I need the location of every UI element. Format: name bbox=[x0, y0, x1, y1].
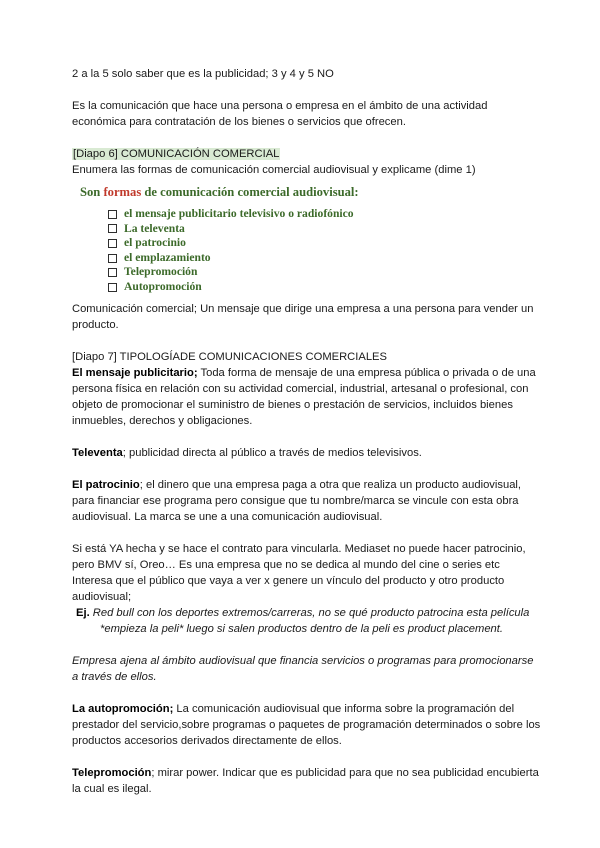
diapo6-heading bbox=[72, 146, 542, 162]
intro-note: 2 a la 5 solo saber que es la publicidad; 3 y 4 y 5 NO bbox=[72, 68, 334, 80]
list-item: el patrocinio bbox=[108, 236, 542, 251]
slide-title: Son formas de comunicación comercial audiovisual: bbox=[80, 185, 359, 199]
slide-excerpt bbox=[80, 183, 542, 295]
autopromocion-term: La autopromoción; bbox=[72, 702, 174, 715]
checkbox-icon bbox=[108, 239, 117, 248]
definition-paragraph: Es la comunicación que hace una persona o empresa en el ámbito de una actividad económica para contratación de los bienes o servicios que ofrecen. bbox=[72, 100, 488, 128]
list-item: La televenta bbox=[108, 222, 542, 237]
televenta-paragraph: Televenta; publicidad directa al público a través de medios televisivos. bbox=[72, 446, 422, 459]
checkbox-icon bbox=[108, 210, 117, 219]
list-item: el mensaje publicitario televisivo o radiofónico bbox=[108, 207, 542, 222]
checkbox-icon bbox=[108, 224, 117, 233]
list-item: Autopromoción bbox=[108, 280, 542, 295]
telepromocion-term: Telepromoción bbox=[72, 766, 152, 779]
mensaje-paragraph: El mensaje publicitario; Toda forma de mensaje de una empresa pública o privada o de una persona física en relación con su actividad comercial, industrial, artesanal o profesional, con objeto de promocionar el suministro de bienes o prestación de servicios, incluidos bienes inmuebles, derechos y obligaciones. bbox=[72, 366, 536, 427]
list-item: Telepromoción bbox=[108, 265, 542, 280]
mensaje-term: El mensaje publicitario; bbox=[72, 366, 198, 379]
diapo7-heading: [Diapo 7] TIPOLOGÍADE COMUNICACIONES COMERCIALES bbox=[72, 350, 387, 363]
checkbox-icon bbox=[108, 268, 117, 277]
forms-list bbox=[108, 207, 542, 295]
example-line: Ej. Red bull con los deportes extremos/carreras, no se qué producto patrocina esta película bbox=[76, 606, 530, 619]
example-line-2: *empieza la peli* luego si salen productos dentro de la peli es product placement. bbox=[100, 622, 503, 635]
empresa-ajena-note: Empresa ajena al ámbito audiovisual que financia servicios o programas para promocionarse a través de ellos. bbox=[72, 654, 534, 683]
televenta-term: Televenta bbox=[72, 446, 123, 459]
patrocinio-note: Si está YA hecha y se hace el contrato para vincularla. Mediaset no puede hacer patrocinio, pero BMV sí, Oreo… Es una empresa que no se dedica al mundo del cine o series etc Interesa que el público que vaya a ver x genere un vínculo del producto y otro producto audiovisual; bbox=[72, 542, 526, 603]
autopromocion-paragraph: La autopromoción; La comunicación audiovisual que informa sobre la programación del prestador del servicio,sobre programas o paquetes de programación determinados o sobre los productos accesorios derivados directamente de ellos. bbox=[72, 702, 541, 747]
diapo6-heading-text: [Diapo 6] COMUNICACIÓN COMERCIAL bbox=[73, 148, 280, 160]
telepromocion-paragraph: Telepromoción; mirar power. Indicar que es publicidad para que no sea publicidad encubierta la cual es ilegal. bbox=[72, 766, 539, 795]
diapo6-question: Enumera las formas de comunicación comercial audiovisual y explicame (dime 1) bbox=[72, 164, 476, 176]
diapo6-answer: Comunicación comercial; Un mensaje que dirige una empresa a una persona para vender un producto. bbox=[72, 302, 534, 331]
list-item: el emplazamiento bbox=[108, 251, 542, 266]
checkbox-icon bbox=[108, 254, 117, 263]
slide-title-accent: formas bbox=[103, 185, 142, 199]
example-label: Ej. bbox=[76, 606, 90, 619]
patrocinio-paragraph: El patrocinio; el dinero que una empresa paga a otra que realiza un producto audiovisual, para financiar ese programa pero consigue que tu nombre/marca se vincule con esta obra audiovisual. La marca se une a una comunicación audiovisual. bbox=[72, 478, 522, 523]
checkbox-icon bbox=[108, 283, 117, 292]
patrocinio-term: El patrocinio bbox=[72, 478, 140, 491]
document-page bbox=[72, 66, 542, 797]
